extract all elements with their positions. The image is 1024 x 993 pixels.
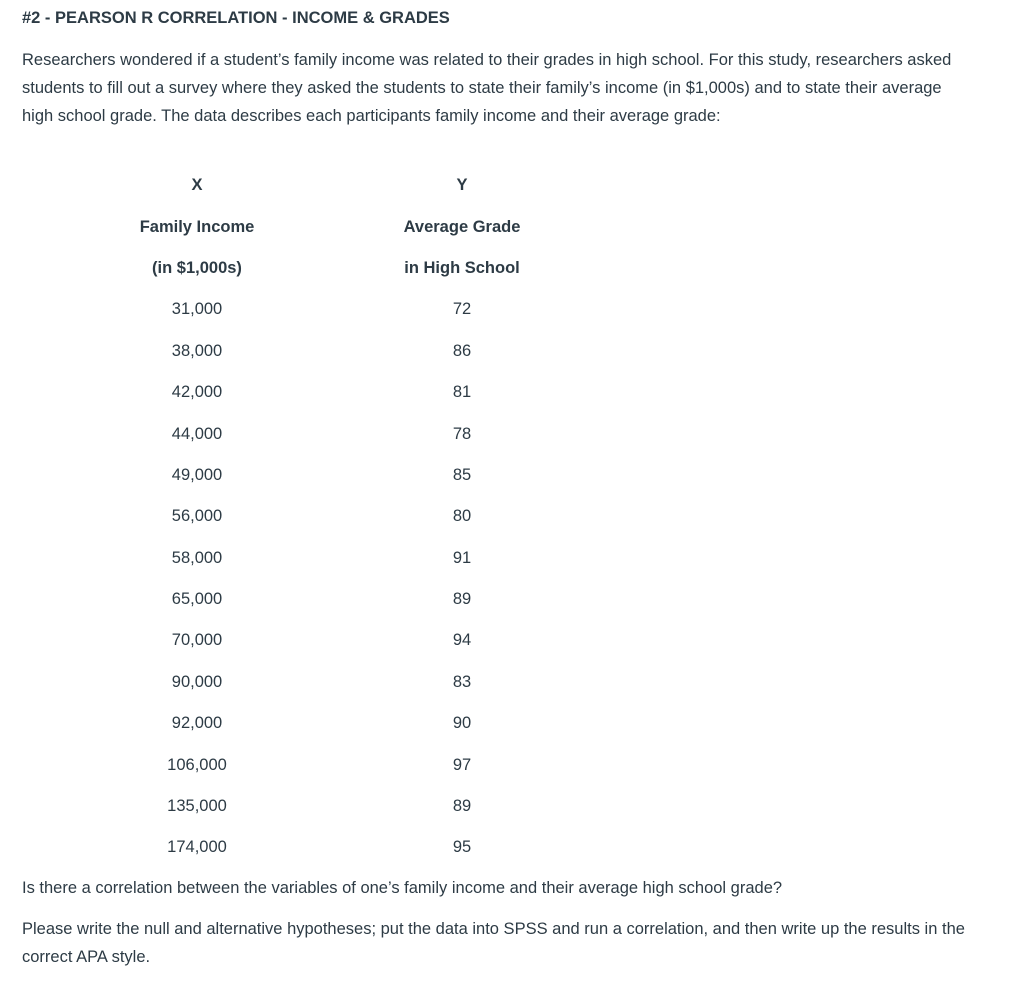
y-label-header: Average Grade [403,217,521,236]
y-value: 90 [452,714,472,733]
table-row [22,579,552,620]
table-row [22,289,552,330]
table-row [22,662,552,703]
x-value: 58,000 [171,548,223,567]
x-value: 135,000 [167,797,227,816]
x-value: 56,000 [171,507,223,526]
instructions-text: Please write the null and alternative hypotheses; put the data into SPSS and run a correlation, and then write up the results in the correct APA style. [22,920,965,966]
y-value: 72 [452,300,472,319]
x-letter-header: X [191,176,203,195]
y-value: 91 [452,548,472,567]
y-value: 89 [452,797,472,816]
y-value: 97 [452,755,472,774]
header-row-letters [22,165,552,206]
y-value: 78 [452,424,472,443]
y-value: 80 [452,507,472,526]
header-row-labels [22,206,552,247]
x-value: 106,000 [167,755,227,774]
x-value: 44,000 [171,424,223,443]
x-value: 92,000 [171,714,223,733]
x-value: 70,000 [171,631,223,650]
table-row [22,786,552,827]
y-value: 86 [452,341,472,360]
x-value: 49,000 [171,465,223,484]
page-title: #2 - PEARSON R CORRELATION - INCOME & GRADES [22,9,450,27]
table-row [22,827,552,868]
y-unit-header: in High School [404,258,520,277]
table-row [22,455,552,496]
question-text: Is there a correlation between the variables of one’s family income and their average high school grade? [22,879,783,897]
y-letter-header: Y [456,176,468,195]
table-row [22,496,552,537]
table-row [22,331,552,372]
y-value: 95 [452,838,472,857]
x-value: 65,000 [171,590,223,609]
intro-paragraph: Researchers wondered if a student’s family income was related to their grades in high school. For this study, researchers asked students to fill out a survey where they asked the students to state their family’s income (in $1,000s) and to state their average high school grade. The data describes each participants family income and their average grade: [22,51,952,125]
table-row [22,413,552,454]
x-unit-header: (in $1,000s) [152,258,242,277]
x-label-header: Family Income [139,217,255,236]
y-value: 85 [452,465,472,484]
table-row [22,372,552,413]
x-value: 31,000 [171,300,223,319]
y-value: 94 [452,631,472,650]
x-value: 38,000 [171,341,223,360]
table-row [22,703,552,744]
x-value: 174,000 [167,838,227,857]
table-row [22,538,552,579]
header-row-units [22,248,552,289]
y-value: 89 [452,590,472,609]
table-row [22,744,552,785]
x-value: 90,000 [171,672,223,691]
y-value: 83 [452,672,472,691]
y-value: 81 [452,383,472,402]
x-value: 42,000 [171,383,223,402]
data-table [22,165,552,869]
table-row [22,620,552,661]
